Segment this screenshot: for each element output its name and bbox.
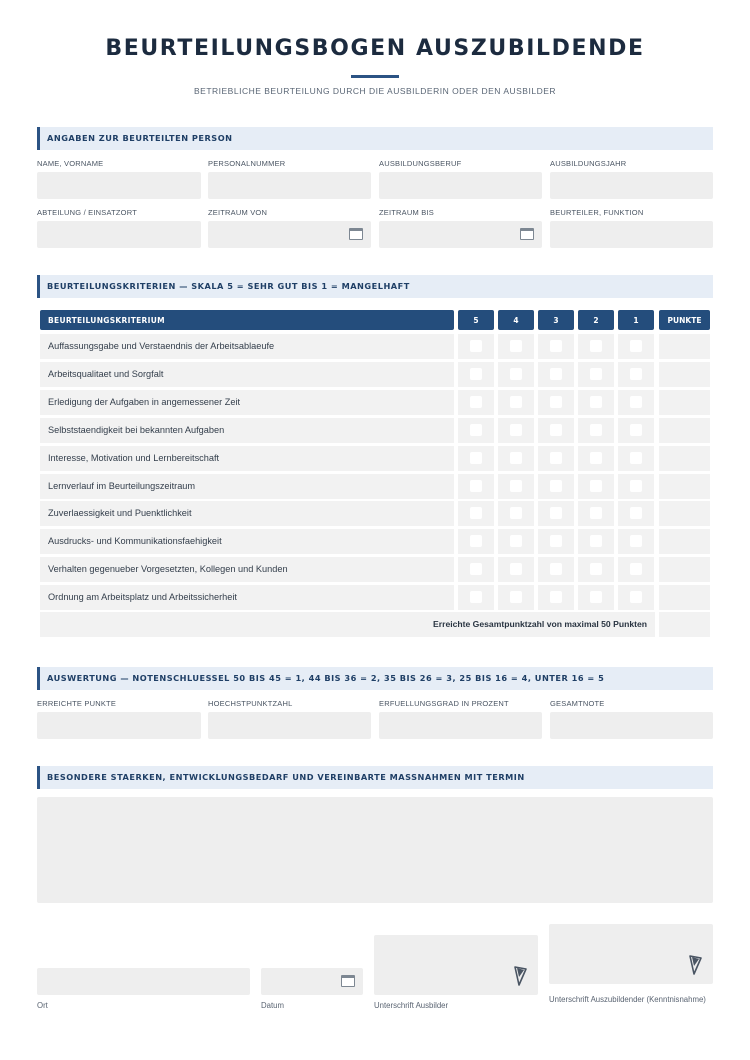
rating-checkbox[interactable] <box>590 591 602 603</box>
total-points-row <box>40 612 655 637</box>
scale-header-4 <box>498 310 534 330</box>
rating-checkbox[interactable] <box>550 591 562 603</box>
label-personnel-number: PERSONALNUMMER <box>208 159 286 168</box>
rating-cell-3 <box>538 529 574 554</box>
trainer-signature-field[interactable] <box>374 935 538 995</box>
calendar-icon[interactable] <box>349 228 363 240</box>
criterion-label: Lernverlauf im Beurteilungszeitraum <box>48 481 196 491</box>
rating-cell-4 <box>498 418 534 443</box>
table-row <box>40 446 454 471</box>
rating-cell-2 <box>578 362 614 387</box>
max-points-field[interactable] <box>208 712 371 739</box>
rating-cell-1 <box>618 557 654 582</box>
rating-checkbox[interactable] <box>470 424 482 436</box>
table-row <box>40 418 454 443</box>
scale-header-2 <box>578 310 614 330</box>
achieved-points-field[interactable] <box>37 712 201 739</box>
rating-checkbox[interactable] <box>470 368 482 380</box>
rating-cell-5 <box>458 390 494 415</box>
rating-cell-3 <box>538 474 574 499</box>
rating-checkbox[interactable] <box>470 507 482 519</box>
rating-checkbox[interactable] <box>630 591 642 603</box>
rating-checkbox[interactable] <box>510 591 522 603</box>
rating-cell-3 <box>538 390 574 415</box>
rating-cell-2 <box>578 418 614 443</box>
rating-cell-4 <box>498 474 534 499</box>
section-evaluation-header <box>37 667 713 690</box>
table-row <box>40 362 454 387</box>
scale-label: 2 <box>593 316 599 325</box>
rating-checkbox[interactable] <box>590 480 602 492</box>
rating-cell-5 <box>458 446 494 471</box>
rating-cell-1 <box>618 362 654 387</box>
rating-checkbox[interactable] <box>630 563 642 575</box>
rating-cell-2 <box>578 585 614 610</box>
rating-checkbox[interactable] <box>510 396 522 408</box>
rating-checkbox[interactable] <box>590 424 602 436</box>
rating-cell-4 <box>498 557 534 582</box>
scale-label: 5 <box>473 316 479 325</box>
label-department: ABTEILUNG / EINSATZORT <box>37 208 137 217</box>
points-column-label: PUNKTE <box>667 316 702 325</box>
rating-checkbox[interactable] <box>470 340 482 352</box>
rating-cell-5 <box>458 334 494 359</box>
points-field[interactable] <box>659 418 710 443</box>
label-fulfillment-percent: ERFUELLUNGSGRAD IN PROZENT <box>379 699 509 708</box>
section-person-header <box>37 127 713 150</box>
rating-cell-3 <box>538 501 574 526</box>
criterion-label: Interesse, Motivation und Lernbereitschaft <box>48 453 220 463</box>
date-field[interactable] <box>261 968 363 995</box>
rating-checkbox[interactable] <box>630 507 642 519</box>
section-notes-title: BESONDERE STAERKEN, ENTWICKLUNGSBEDARF UND VEREINBARTE MASSNAHMEN MIT TERMIN <box>47 772 525 782</box>
points-field[interactable] <box>659 474 710 499</box>
rating-cell-2 <box>578 529 614 554</box>
label-achieved-points: ERREICHTE PUNKTE <box>37 699 117 708</box>
rating-checkbox[interactable] <box>590 452 602 464</box>
rating-cell-5 <box>458 557 494 582</box>
rating-cell-3 <box>538 362 574 387</box>
overall-grade-field[interactable] <box>550 712 713 739</box>
rating-cell-3 <box>538 334 574 359</box>
rating-checkbox[interactable] <box>470 563 482 575</box>
label-training-occupation: AUSBILDUNGSBERUF <box>379 159 462 168</box>
name-field[interactable] <box>37 172 201 199</box>
rating-checkbox[interactable] <box>630 396 642 408</box>
section-person-title: ANGABEN ZUR BEURTEILTEN PERSON <box>47 133 233 143</box>
rating-cell-4 <box>498 334 534 359</box>
rating-checkbox[interactable] <box>510 452 522 464</box>
label-period-to: ZEITRAUM BIS <box>379 208 434 217</box>
scale-label: 4 <box>513 316 519 325</box>
table-row <box>40 557 454 582</box>
pen-nib-icon <box>512 965 528 987</box>
label-assessor: BEURTEILER, FUNKTION <box>550 208 644 217</box>
rating-checkbox[interactable] <box>550 480 562 492</box>
points-field[interactable] <box>659 446 710 471</box>
criterion-label: Selbststaendigkeit bei bekannten Aufgaben <box>48 425 225 435</box>
rating-checkbox[interactable] <box>550 340 562 352</box>
pen-nib-icon <box>687 954 703 976</box>
rating-cell-3 <box>538 418 574 443</box>
rating-checkbox[interactable] <box>510 340 522 352</box>
rating-checkbox[interactable] <box>510 424 522 436</box>
rating-cell-2 <box>578 390 614 415</box>
label-overall-grade: GESAMTNOTE <box>550 699 605 708</box>
title-underline <box>351 75 399 78</box>
training-year-field[interactable] <box>550 172 713 199</box>
trainee-signature-field[interactable] <box>549 924 713 984</box>
rating-cell-2 <box>578 334 614 359</box>
criterion-label: Ausdrucks- und Kommunikationsfaehigkeit <box>48 536 222 546</box>
table-row <box>40 474 454 499</box>
table-row <box>40 390 454 415</box>
calendar-icon[interactable] <box>520 228 534 240</box>
criterion-label: Ordnung am Arbeitsplatz und Arbeitssicherheit <box>48 592 237 602</box>
rating-cell-2 <box>578 474 614 499</box>
label-training-year: AUSBILDUNGSJAHR <box>550 159 627 168</box>
rating-cell-4 <box>498 390 534 415</box>
criterion-label: Erledigung der Aufgaben in angemessener Zeit <box>48 397 241 407</box>
rating-checkbox[interactable] <box>550 396 562 408</box>
rating-cell-4 <box>498 585 534 610</box>
page-title: BEURTEILUNGSBOGEN AUSZUBILDENDE <box>105 36 645 61</box>
criterion-label: Verhalten gegenueber Vorgesetzten, Kollegen und Kunden <box>48 564 288 574</box>
label-max-points: HOECHSTPUNKTZAHL <box>208 699 293 708</box>
rating-checkbox[interactable] <box>510 507 522 519</box>
scale-header-3 <box>538 310 574 330</box>
rating-checkbox[interactable] <box>510 535 522 547</box>
label-name: NAME, VORNAME <box>37 159 104 168</box>
table-row <box>40 334 454 359</box>
training-occupation-field[interactable] <box>379 172 542 199</box>
place-label: Ort <box>37 1001 48 1010</box>
rating-checkbox[interactable] <box>630 424 642 436</box>
criterion-label: Auffassungsgabe und Verstaendnis der Arbeitsablaeufe <box>48 341 275 351</box>
rating-cell-1 <box>618 585 654 610</box>
period-to-field[interactable] <box>379 221 542 248</box>
points-field[interactable] <box>659 557 710 582</box>
notes-textarea[interactable] <box>37 797 713 903</box>
rating-cell-4 <box>498 501 534 526</box>
section-criteria-header <box>37 275 713 298</box>
scale-header-1 <box>618 310 654 330</box>
rating-cell-1 <box>618 529 654 554</box>
label-period-from: ZEITRAUM VON <box>208 208 268 217</box>
rating-checkbox[interactable] <box>630 452 642 464</box>
rating-checkbox[interactable] <box>510 368 522 380</box>
points-field[interactable] <box>659 390 710 415</box>
rating-cell-5 <box>458 474 494 499</box>
points-field[interactable] <box>659 362 710 387</box>
rating-checkbox[interactable] <box>470 535 482 547</box>
rating-cell-5 <box>458 501 494 526</box>
total-points-field[interactable] <box>659 612 710 637</box>
rating-checkbox[interactable] <box>470 480 482 492</box>
place-field[interactable] <box>37 968 250 995</box>
criteria-column-header <box>40 310 454 330</box>
rating-checkbox[interactable] <box>590 563 602 575</box>
rating-cell-4 <box>498 446 534 471</box>
rating-checkbox[interactable] <box>630 368 642 380</box>
rating-checkbox[interactable] <box>590 368 602 380</box>
points-field[interactable] <box>659 501 710 526</box>
rating-checkbox[interactable] <box>550 563 562 575</box>
rating-checkbox[interactable] <box>470 591 482 603</box>
rating-checkbox[interactable] <box>510 480 522 492</box>
trainee-signature-label: Unterschrift Auszubildender (Kenntnisnahme) <box>549 995 706 1004</box>
total-points-label: Erreichte Gesamtpunktzahl von maximal 50 Punkten <box>433 619 647 629</box>
scale-label: 1 <box>633 316 639 325</box>
rating-cell-5 <box>458 529 494 554</box>
rating-checkbox[interactable] <box>470 452 482 464</box>
section-notes-header <box>37 766 713 789</box>
table-row <box>40 529 454 554</box>
rating-checkbox[interactable] <box>550 535 562 547</box>
rating-cell-1 <box>618 334 654 359</box>
rating-checkbox[interactable] <box>590 340 602 352</box>
rating-cell-1 <box>618 501 654 526</box>
rating-checkbox[interactable] <box>550 452 562 464</box>
date-label: Datum <box>261 1001 284 1010</box>
rating-cell-1 <box>618 418 654 443</box>
rating-cell-5 <box>458 585 494 610</box>
scale-header-5 <box>458 310 494 330</box>
rating-checkbox[interactable] <box>470 396 482 408</box>
points-field[interactable] <box>659 585 710 610</box>
rating-cell-1 <box>618 474 654 499</box>
criterion-label: Zuverlaessigkeit und Puenktlichkeit <box>48 508 192 518</box>
rating-checkbox[interactable] <box>630 535 642 547</box>
rating-cell-2 <box>578 446 614 471</box>
section-criteria-title: BEURTEILUNGSKRITERIEN — SKALA 5 = SEHR GUT BIS 1 = MANGELHAFT <box>47 281 410 291</box>
period-from-field[interactable] <box>208 221 371 248</box>
rating-checkbox[interactable] <box>590 507 602 519</box>
table-row <box>40 501 454 526</box>
section-evaluation-title: AUSWERTUNG — NOTENSCHLUESSEL 50 BIS 45 = 1, 44 BIS 36 = 2, 35 BIS 26 = 3, 25 BIS 16 = 4, UNTER 16 = 5 <box>47 673 605 683</box>
rating-cell-4 <box>498 529 534 554</box>
assessor-field[interactable] <box>550 221 713 248</box>
rating-checkbox[interactable] <box>550 507 562 519</box>
rating-checkbox[interactable] <box>550 424 562 436</box>
rating-cell-5 <box>458 362 494 387</box>
points-field[interactable] <box>659 334 710 359</box>
department-field[interactable] <box>37 221 201 248</box>
scale-label: 3 <box>553 316 559 325</box>
points-field[interactable] <box>659 529 710 554</box>
rating-checkbox[interactable] <box>590 396 602 408</box>
rating-cell-3 <box>538 557 574 582</box>
rating-checkbox[interactable] <box>590 535 602 547</box>
criterion-label: Arbeitsqualitaet und Sorgfalt <box>48 369 164 379</box>
rating-cell-1 <box>618 390 654 415</box>
rating-cell-2 <box>578 501 614 526</box>
points-column-header <box>659 310 710 330</box>
rating-checkbox[interactable] <box>510 563 522 575</box>
fulfillment-percent-field[interactable] <box>379 712 542 739</box>
criteria-column-label: BEURTEILUNGSKRITERIUM <box>48 316 165 325</box>
table-row <box>40 585 454 610</box>
rating-cell-3 <box>538 446 574 471</box>
rating-checkbox[interactable] <box>630 340 642 352</box>
rating-cell-2 <box>578 557 614 582</box>
trainer-signature-label: Unterschrift Ausbilder <box>374 1001 449 1010</box>
rating-cell-3 <box>538 585 574 610</box>
calendar-icon[interactable] <box>341 975 355 987</box>
personnel-number-field[interactable] <box>208 172 371 199</box>
page-subtitle: BETRIEBLICHE BEURTEILUNG DURCH DIE AUSBILDERIN ODER DEN AUSBILDER <box>193 86 557 96</box>
rating-checkbox[interactable] <box>550 368 562 380</box>
rating-cell-1 <box>618 446 654 471</box>
rating-checkbox[interactable] <box>630 480 642 492</box>
rating-cell-4 <box>498 362 534 387</box>
rating-cell-5 <box>458 418 494 443</box>
